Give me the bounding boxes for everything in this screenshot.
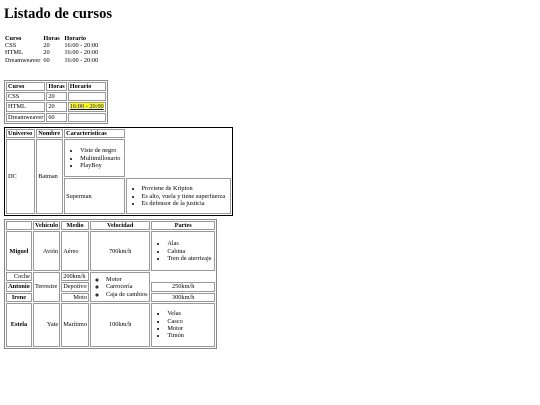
list-item: • Viste de negro [80,147,122,154]
table-cell: 16:00 - 20:00 [64,49,99,57]
empty-cell [126,129,231,138]
table-cell: CSS [5,42,17,50]
table-row [5,42,100,49]
table-cell: 20 [43,42,50,50]
person-cell: Antonio [6,282,32,291]
table-cell: CSS [6,92,45,101]
list-item: • Velas [167,310,213,317]
header-cell [6,221,32,230]
table-cell: 16:00 - 20:00 [64,42,99,50]
list-item: • PlayBoy [80,162,122,169]
table-cell: 60 [43,56,50,64]
table-row [6,113,106,122]
vehicle-cell: Moto [61,293,89,302]
table-row [6,231,215,271]
list-item: • Cabina [167,248,213,255]
table-cell: 60 [46,113,66,122]
header-cell: Horario [64,35,86,42]
parts-list [153,310,213,339]
table-row [5,49,100,56]
list-item: ◦ Carrocería [106,283,148,290]
speed-cell: 100km/h [90,303,150,347]
medium-cell: Aéreo [61,231,89,271]
table-cell [68,92,106,101]
list-item: • Timón [167,332,213,339]
header-cell: Partes [151,221,215,230]
superman-traits-cell [126,178,231,214]
list-item: • Casco [167,318,213,325]
highlighted-schedule-link[interactable]: 16:00 - 20:00 [69,103,104,111]
speed-cell: 700km/h [90,231,150,271]
table-header-row [5,35,100,42]
person-cell: Irene [6,293,32,302]
vehicle-cell: Yate [33,303,60,347]
name-cell: Batman [36,139,63,214]
parts-list [153,240,213,262]
table-row [6,102,106,111]
superman-cell: Superman [64,178,124,214]
list-item: • Motor [167,325,213,332]
list-item: • Es alto, vuela y tiene superfuerza [142,193,229,200]
table-cell: Dreamweaver [8,113,44,121]
table-cell: 20 [46,92,66,101]
universe-cell: DC [6,139,35,214]
header-cell: Velocidad [90,221,150,230]
header-cell: Curso [6,82,45,91]
header-cell: Horario [68,82,106,91]
parts-cell [151,303,215,347]
table-cell: HTML [5,49,23,57]
person-cell: Miguel [6,231,32,271]
list-item: • Es defensor de la justicia [142,200,229,207]
header-cell: Medio [61,221,89,230]
table-cell: 20 [46,102,66,111]
vehicle-cell: Avión [33,231,60,271]
parts-cell [151,231,215,271]
empty-cell [151,272,215,281]
person-cell: Estela [6,303,32,347]
speed-cell: 300km/h [151,293,215,302]
list-item: ◦ Motor [106,276,148,283]
empty-cell [126,139,231,177]
speed-cell: 200km/h [61,272,89,281]
courses-table-bordered [4,80,108,124]
list-item: • Alas [167,240,213,247]
table-header-row [6,129,231,138]
medium-cell: Terrestre [33,272,60,302]
vehicle-cell: Coche [6,272,32,281]
table-cell [68,113,106,122]
medium-cell: Marítimo [61,303,89,347]
courses-table-plain [4,35,101,64]
header-cell: Horas [43,35,60,42]
universe-table [4,127,233,216]
table-header-row [6,82,106,91]
table-row [5,57,100,64]
list-item: ◦ Caja de cambios [106,291,148,298]
table-cell: Dreamweaver [5,56,41,64]
list-item: • Tren de aterrizaje [167,255,213,262]
table-row [6,272,215,281]
table-cell: 20 [43,49,50,57]
type-cell: Depotivo [61,282,89,291]
superman-traits-list [128,185,229,207]
header-cell: Vehículo [34,222,59,229]
car-parts-list [92,276,148,298]
table-header-row [6,221,215,230]
header-cell: Características [64,129,124,138]
table-row [6,303,215,347]
header-cell: Universo [6,129,35,138]
header-cell: Curso [5,35,22,42]
list-item: • Multimillonario [80,155,122,162]
header-cell: Nombre [36,129,63,138]
speed-cell: 250km/h [151,282,215,291]
header-cell: Horas [48,83,65,90]
table-row [6,92,106,101]
table-cell: 16:00 - 20:00 [64,56,99,64]
table-cell: HTML [6,102,45,111]
batman-traits-list [66,147,122,169]
car-parts-cell [90,272,150,302]
page-title: Listado de cursos [4,6,112,22]
table-row [6,139,231,177]
batman-traits-cell [64,139,124,177]
list-item: • Proviene de Kripton [142,185,229,192]
table-cell [68,102,106,111]
vehicles-table [4,219,217,349]
